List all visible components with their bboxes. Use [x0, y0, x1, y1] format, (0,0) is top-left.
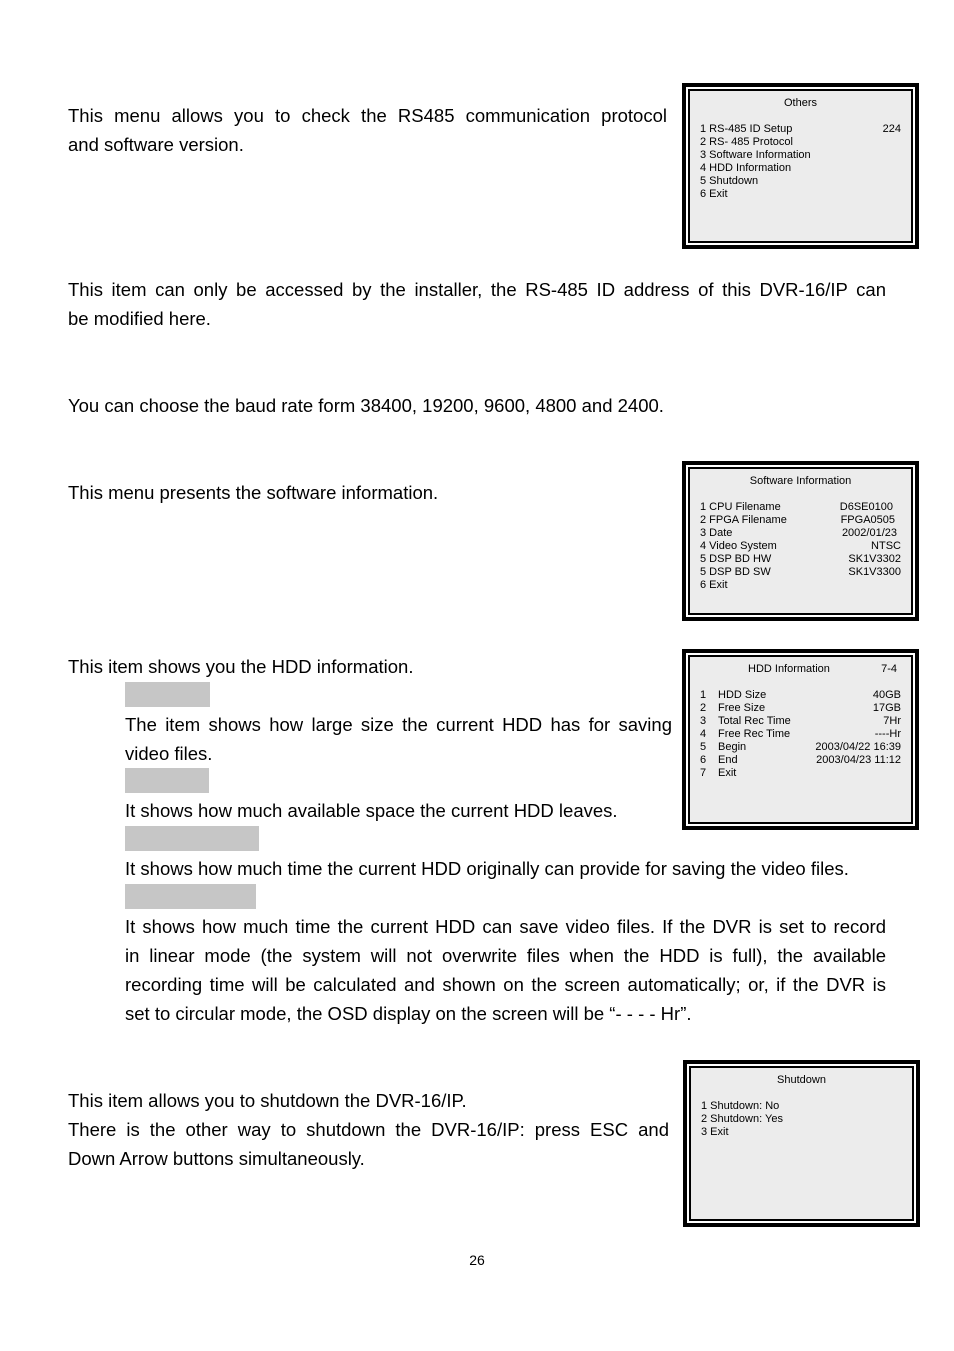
osd-row-label: 4 HDD Information: [700, 162, 792, 174]
osd-row: [700, 501, 901, 514]
free-size-text: [125, 796, 685, 825]
line: This menu presents the software information.: [68, 482, 439, 503]
osd-row: [700, 162, 901, 175]
line: This item allows you to shutdown the DVR-16/IP.: [68, 1090, 467, 1111]
osd-row: [700, 728, 901, 741]
osd-row-value: NTSC: [871, 540, 901, 552]
osd-row-num: 7: [700, 767, 707, 779]
osd-row-value: SK1V3302: [848, 553, 901, 565]
osd-row: [700, 767, 901, 780]
osd-row-value: 7Hr: [883, 715, 901, 727]
osd-row-label: 6 Exit: [700, 188, 728, 200]
osd-row: [701, 1100, 902, 1113]
osd-row-num: 5: [700, 741, 707, 753]
osd-row-label: 5 DSP BD SW: [700, 566, 771, 578]
osd-row-label: 5 DSP BD HW: [700, 553, 772, 565]
line: be modified here.: [68, 308, 211, 329]
osd-row-num: 1: [700, 689, 707, 701]
osd-row-label: HDD Size: [718, 689, 767, 701]
osd-others-menu: [682, 83, 919, 249]
osd-row: [700, 136, 901, 149]
line: You can choose the baud rate form 38400, 19200, 9600, 4800 and 2400.: [68, 395, 664, 416]
total-rec-highlight: [125, 826, 259, 851]
rs485-id-text: [68, 275, 886, 333]
osd-software-panel: [688, 467, 913, 615]
osd-row-value: 2003/04/23 11:12: [816, 754, 901, 766]
line: It shows how much time the current HDD can save video files. If the DVR is set to record: [125, 916, 886, 937]
osd-row-value: FPGA0505: [840, 514, 895, 526]
line: This item shows you the HDD information.: [68, 656, 414, 677]
osd-hdd-title: [700, 663, 901, 676]
osd-row: [700, 149, 901, 162]
osd-row: [700, 689, 901, 702]
osd-row-label: 2 Shutdown: Yes: [701, 1113, 783, 1125]
others-intro-text: [68, 101, 667, 159]
osd-row: [700, 553, 901, 566]
osd-shutdown-title: Shutdown: [777, 1074, 826, 1086]
osd-row: [701, 1113, 902, 1126]
osd-row-label: 3 Software Information: [700, 149, 811, 161]
free-rec-text: [125, 912, 886, 1028]
osd-row-label: Exit: [718, 767, 737, 779]
osd-row-label: 2 FPGA Filename: [700, 514, 787, 526]
osd-row: [700, 566, 901, 579]
line: video files.: [125, 743, 213, 764]
free-size-highlight: [125, 768, 209, 793]
osd-software-menu: [682, 461, 919, 621]
hdd-intro-text: [68, 652, 667, 681]
line: It shows how much available space the current HDD leaves.: [125, 800, 618, 821]
page-number: 26: [469, 1252, 485, 1268]
line: in linear mode (the system will not overwrite files when the HDD is full), the available: [125, 945, 886, 966]
line: This menu allows you to check the RS485 communication protocol: [68, 105, 667, 126]
osd-row-label: 2 RS- 485 Protocol: [700, 136, 793, 148]
osd-row-label: End: [718, 754, 738, 766]
osd-row-value: SK1V3300: [848, 566, 901, 578]
osd-hdd-title-text: HDD Information: [748, 663, 830, 675]
osd-hdd-menu: [682, 649, 919, 830]
osd-others-panel: [688, 89, 913, 243]
osd-row-label: Free Rec Time: [718, 728, 791, 740]
osd-row: [700, 754, 901, 767]
osd-row-label: 1 RS-485 ID Setup: [700, 123, 793, 135]
osd-row: [700, 175, 901, 188]
total-rec-text: [125, 854, 886, 883]
osd-row-value: 17GB: [872, 702, 901, 714]
osd-row-label: Free Size: [718, 702, 766, 714]
osd-row-value: 224: [882, 123, 901, 135]
osd-row-value: 2002/01/23: [841, 527, 897, 539]
osd-row-num: 6: [700, 754, 707, 766]
osd-shutdown-panel: [689, 1066, 914, 1221]
osd-row-value: 40GB: [872, 689, 901, 701]
baud-rate-text: [68, 391, 886, 420]
line: The item shows how large size the current HDD has for saving: [125, 714, 672, 735]
osd-shutdown-menu: [683, 1060, 920, 1227]
osd-hdd-code: 7-4: [881, 663, 897, 675]
osd-row: [700, 527, 901, 540]
osd-row: [700, 123, 901, 136]
osd-row: [700, 741, 901, 754]
osd-row: [700, 540, 901, 553]
line: There is the other way to shutdown the DVR-16/IP: press ESC and: [68, 1119, 669, 1140]
osd-row-num: 2: [700, 702, 707, 714]
osd-software-title: Software Information: [749, 475, 852, 487]
hdd-size-text: [125, 710, 672, 768]
osd-others-title: Others: [783, 97, 817, 109]
osd-row-value: ----Hr: [874, 728, 901, 740]
software-text: [68, 478, 667, 507]
osd-row-label: 6 Exit: [700, 579, 728, 591]
shutdown-text: [68, 1086, 669, 1173]
osd-row: [700, 514, 901, 527]
line: and software version.: [68, 134, 244, 155]
osd-row-label: Total Rec Time: [718, 715, 791, 727]
line: Down Arrow buttons simultaneously.: [68, 1148, 365, 1169]
osd-row-label: 3 Exit: [701, 1126, 729, 1138]
osd-row-label: 1 CPU Filename: [700, 501, 781, 513]
osd-row-label: 4 Video System: [700, 540, 777, 552]
osd-row: [700, 188, 901, 201]
osd-row-num: 3: [700, 715, 707, 727]
osd-row: [701, 1126, 902, 1139]
osd-row-num: 4: [700, 728, 707, 740]
line: This item can only be accessed by the installer, the RS-485 ID address of this DVR-16/IP can: [68, 279, 886, 300]
osd-row-label: 3 Date: [700, 527, 733, 539]
osd-row-value: D6SE0100: [839, 501, 893, 513]
hdd-size-highlight: [125, 682, 210, 707]
osd-row-label: Begin: [718, 741, 747, 753]
osd-row: [700, 702, 901, 715]
osd-row-label: 5 Shutdown: [700, 175, 759, 187]
line: It shows how much time the current HDD originally can provide for saving the video files.: [125, 858, 849, 879]
free-rec-highlight: [125, 884, 256, 909]
osd-row: [700, 715, 901, 728]
line: recording time will be calculated and shown on the screen automatically; or, if the DVR is: [125, 974, 886, 995]
osd-row-label: 1 Shutdown: No: [701, 1100, 780, 1112]
osd-row: [700, 579, 901, 592]
line: set to circular mode, the OSD display on the screen will be “- - - - Hr”.: [125, 1003, 692, 1024]
osd-row-value: 2003/04/22 16:39: [815, 741, 901, 753]
osd-hdd-panel: [688, 655, 913, 824]
